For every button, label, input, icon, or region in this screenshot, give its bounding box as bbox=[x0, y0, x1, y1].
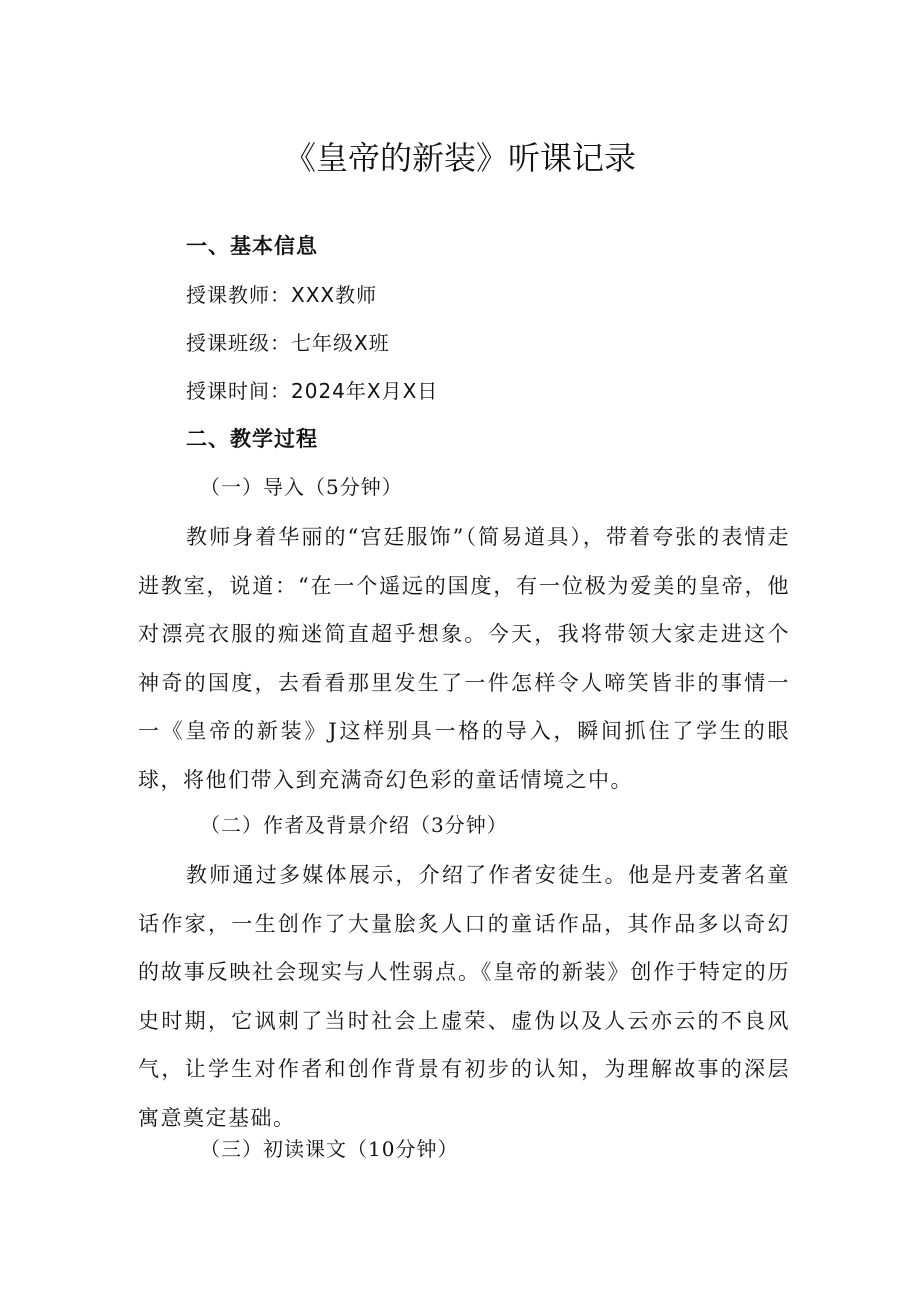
section-heading-teaching-process: 二、教学过程 bbox=[186, 427, 318, 451]
subsection-heading-intro: （一）导入（5分钟） bbox=[200, 475, 403, 499]
subsection-heading-first-reading: （三）初读课文（10分钟） bbox=[200, 1137, 459, 1161]
class-info: 授课班级：七年级X班 bbox=[186, 331, 390, 355]
teacher-info: 授课教师：XXX教师 bbox=[186, 283, 378, 307]
section-heading-basic-info: 一、基本信息 bbox=[186, 234, 318, 258]
document-title: 《皇帝的新装》听课记录 bbox=[283, 139, 636, 177]
time-info: 授课时间：2024年X月X日 bbox=[186, 379, 439, 403]
paragraph-author-background: 教师通过多媒体展示，介绍了作者安徒生。他是丹麦著名童话作家，一生创作了大量脍炙人口的童话作品，其作品多以奇幻的故事反映社会现实与人性弱点。《皇帝的新装》创作于特定的历史时期，它讽刺了当时社会上虚荣、虚伪以及人云亦云的不良风气，让学生对作者和创作背景有初步的认知，为理解故事的深层寓意奠定基础。 bbox=[138, 863, 790, 1130]
subsection-heading-author-background: （二）作者及背景介绍（3分钟） bbox=[200, 813, 508, 837]
paragraph-intro: 教师身着华丽的“宫廷服饰”（简易道具），带着夸张的表情走进教室，说道：“在一个遥远的国度，有一位极为爱美的皇帝，他对漂亮衣服的痴迷简直超乎想象。今天，我将带领大家走进这个神奇的国度，去看看那里发生了一件怎样令人啼笑皆非的事情一一《皇帝的新装》J这样别具一格的导入，瞬间抓住了学生的眼球，将他们带入到充满奇幻色彩的童话情境之中。 bbox=[138, 525, 790, 792]
